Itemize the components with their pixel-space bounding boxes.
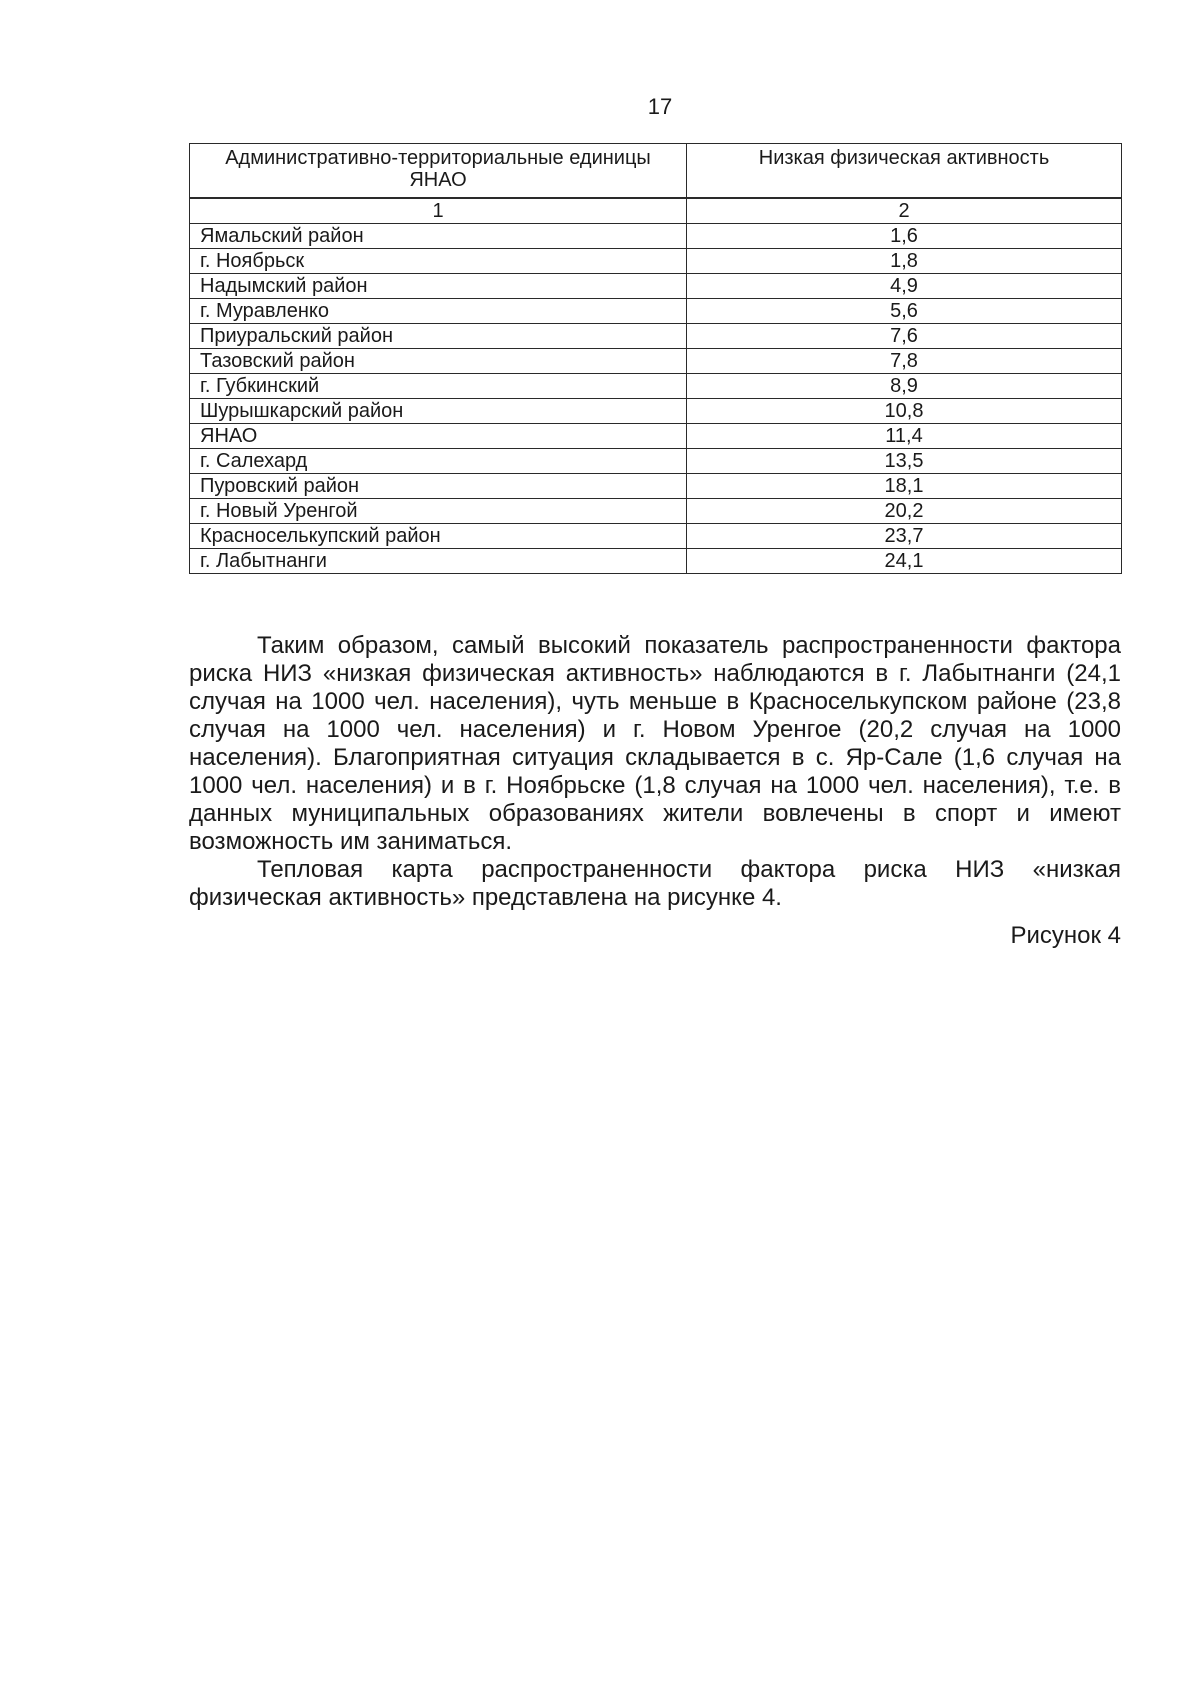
row-unit: г. Ноябрьск [190,249,687,274]
row-value: 4,9 [687,274,1122,299]
row-unit: г. Новый Уренгой [190,499,687,524]
column-number-row [190,198,1122,224]
table-row [190,399,1122,424]
row-value: 1,8 [687,249,1122,274]
row-unit: Красноселькупский район [190,524,687,549]
row-unit: Надымский район [190,274,687,299]
row-unit: Шурышкарский район [190,399,687,424]
table-row [190,274,1122,299]
table-row [190,374,1122,399]
row-value: 23,7 [687,524,1122,549]
header-activity: Низкая физическая активность [687,144,1122,199]
page-number: 17 [647,94,673,119]
row-value: 13,5 [687,449,1122,474]
table-row [190,424,1122,449]
row-value: 11,4 [687,424,1122,449]
row-value: 20,2 [687,499,1122,524]
table-row [190,499,1122,524]
table-row [190,324,1122,349]
row-unit: г. Лабытнанги [190,549,687,574]
column-number-1: 1 [190,198,687,224]
row-value: 7,8 [687,349,1122,374]
row-unit: г. Салехард [190,449,687,474]
header-units: Административно-территориальные единицы ЯНАО [190,144,687,199]
row-unit: Пуровский район [190,474,687,499]
row-unit: ЯНАО [190,424,687,449]
row-value: 18,1 [687,474,1122,499]
table-row [190,474,1122,499]
row-unit: Приуральский район [190,324,687,349]
row-value: 24,1 [687,549,1122,574]
row-value: 10,8 [687,399,1122,424]
activity-table [189,143,1122,574]
row-value: 5,6 [687,299,1122,324]
paragraph-heatmap-reference: Тепловая карта распространенности фактора риска НИЗ «низкая физическая активность» представлена на рисунке 4. [189,856,1121,911]
table-row [190,249,1122,274]
row-unit: Тазовский район [190,349,687,374]
row-unit: г. Муравленко [190,299,687,324]
figure-caption: Рисунок 4 [1010,922,1121,949]
table-row [190,349,1122,374]
column-number-2: 2 [687,198,1122,224]
table-row [190,224,1122,249]
paragraph-summary: Таким образом, самый высокий показатель распространенности фактора риска НИЗ «низкая физическая активность» наблюдаются в г. Лабытнанги (24,1 случая на 1000 чел. населения), чуть меньше в Красноселькупском районе (23,8 случая на 1000 чел. населения) и г. Новом Уренгое (20,2 случая на 1000 населения). Благоприятная ситуация складывается в с. Яр-Сале (1,6 случая на 1000 чел. населения) и в г. Ноябрьске (1,8 случая на 1000 чел. населения), т.е. в данных муниципальных образованиях жители вовлечены в спорт и имеют возможность им заниматься. [189,632,1121,855]
table-row [190,549,1122,574]
table-row [190,299,1122,324]
row-unit: Ямальский район [190,224,687,249]
row-value: 1,6 [687,224,1122,249]
body-text [189,632,1121,950]
row-value: 8,9 [687,374,1122,399]
table-row [190,524,1122,549]
row-value: 7,6 [687,324,1122,349]
table-row [190,449,1122,474]
row-unit: г. Губкинский [190,374,687,399]
table-header-row [190,144,1122,199]
